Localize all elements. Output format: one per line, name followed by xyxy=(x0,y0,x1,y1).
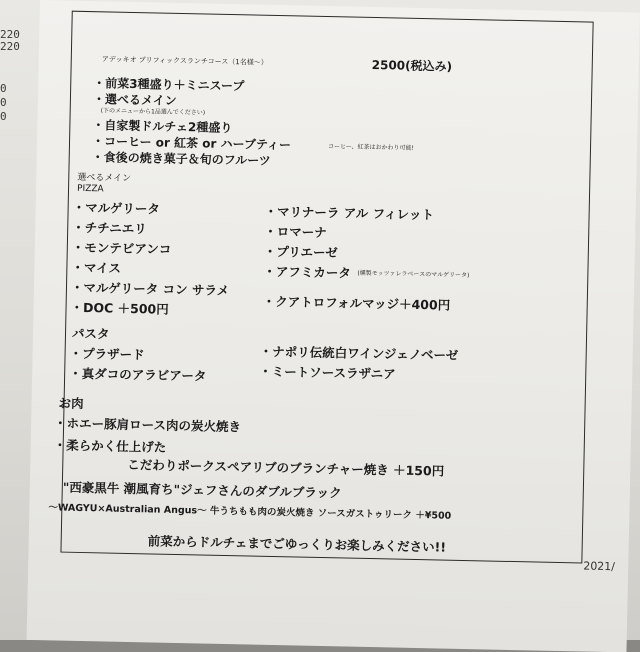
meat-item: こだわりポークスペアリブのブランチャー焼き ＋150円 xyxy=(127,456,445,479)
date-stamp: 2021/ xyxy=(583,559,616,574)
meat-item: ・ホエー豚肩ロース肉の炭火焼き xyxy=(53,415,242,435)
pizza-item: ・マイス xyxy=(71,259,122,276)
course-item: ・食後の焼き菓子＆旬のフルーツ xyxy=(91,150,271,168)
course-price: 2500(税込み) xyxy=(371,57,453,74)
pizza-item: ・クアトロフォルマッジ＋400円 xyxy=(262,293,451,313)
drink-note: コーヒー、紅茶はおかわり可能! xyxy=(327,143,414,152)
pizza-item: ・チチニエリ xyxy=(72,219,147,237)
pizza-item: ・マルゲリータ コン サラメ xyxy=(70,279,230,299)
menu-card xyxy=(27,0,640,652)
pasta-item: ・ミートソースラザニア xyxy=(259,363,396,382)
background-price: 0 xyxy=(0,110,7,123)
main-heading: 選べるメイン xyxy=(77,172,132,184)
pizza-item: ・ロマーナ xyxy=(264,223,327,241)
course-item: ・前菜3種盛り＋ミニスープ xyxy=(93,76,245,94)
background-price: 220 xyxy=(0,28,20,41)
meat-item: ～WAGYU×Australian Angus～ 牛うちもも肉の炭火焼き ソースガストゥリーク ＋¥500 xyxy=(48,502,452,522)
pizza-heading: PIZZA xyxy=(76,183,104,195)
course-title: アデッキオ プリフィックスランチコース（1名様〜） xyxy=(101,55,268,67)
background-price: 220 xyxy=(0,40,20,53)
meat-item: "西豪黒牛 潮風育ち"ジェフさんのダブルブラック xyxy=(62,479,342,501)
main-note: (下のメニューから1品選んでください) xyxy=(100,107,206,117)
background-price: 0 xyxy=(0,96,7,109)
pizza-item: ・マリナーラ アル フィレット xyxy=(264,203,435,223)
afumicata-note: (燻製モッツァレラベースのマルゲリータ) xyxy=(357,269,470,280)
pizza-item: ・マルゲリータ xyxy=(72,199,161,217)
pizza-item: ・DOC ＋500円 xyxy=(70,299,169,317)
course-item: ・選べるメイン xyxy=(92,92,177,108)
pizza-item: ・アフミカータ xyxy=(263,263,352,281)
closing-message: 前菜からドルチェまでごゆっくりお楽しみください!! xyxy=(147,533,447,555)
course-item: ・自家製ドルチェ2種盛り xyxy=(92,118,233,136)
background-price: 0 xyxy=(0,82,7,95)
pasta-item: ・プラザード xyxy=(69,345,145,363)
pasta-heading: パスタ xyxy=(71,325,110,342)
menu-frame xyxy=(48,11,593,564)
meat-heading: お肉 xyxy=(58,395,84,411)
pizza-item: ・プリエーゼ xyxy=(263,243,338,261)
meat-item: ・柔らかく仕上げた xyxy=(53,437,167,455)
pizza-item: ・モンテビアンコ xyxy=(71,239,172,257)
course-item: ・コーヒー or 紅茶 or ハーブティー xyxy=(91,134,292,153)
pasta-item: ・真ダコのアラビアータ xyxy=(69,365,207,384)
pasta-item: ・ナポリ伝統白ワインジェノベーゼ xyxy=(259,343,459,363)
